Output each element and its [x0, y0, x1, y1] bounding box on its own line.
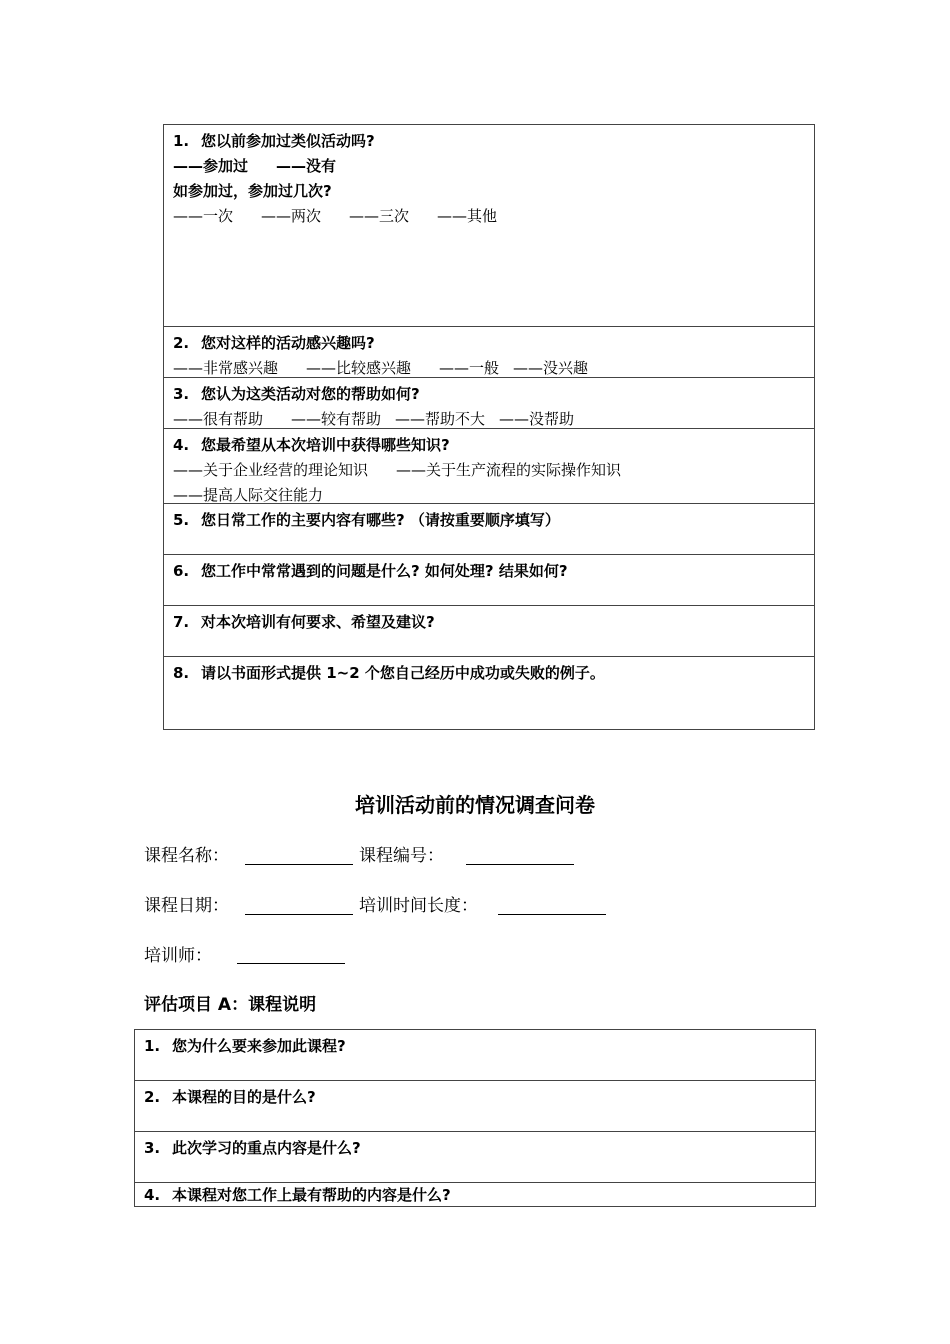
- question-row-3: [164, 378, 814, 429]
- duration-field[interactable]: [498, 914, 606, 915]
- option-twice[interactable]: ——两次: [261, 207, 322, 225]
- section-a-table: [134, 1029, 816, 1207]
- section-a-row-3: [135, 1132, 815, 1183]
- question-row-7: [164, 606, 814, 657]
- option-not-attended[interactable]: ——没有: [276, 157, 337, 175]
- question-row-5: [164, 504, 814, 555]
- question-text: 2. 您对这样的活动感兴趣吗?: [173, 334, 375, 352]
- option-interpersonal-skills[interactable]: ——提高人际交往能力: [173, 486, 324, 504]
- question-row-4: [164, 429, 814, 504]
- option-fairly-helpful[interactable]: ——较有帮助: [291, 410, 382, 428]
- question-row-1: [164, 125, 814, 327]
- course-code-label: 课程编号：: [359, 846, 444, 866]
- question-text: 6. 您工作中常常遇到的问题是什么? 如何处理? 结果如何?: [173, 562, 568, 580]
- course-date-label: 课程日期：: [144, 896, 229, 916]
- option-once[interactable]: ——一次: [173, 207, 234, 225]
- option-other[interactable]: ——其他: [437, 207, 498, 225]
- course-name-field[interactable]: [245, 864, 353, 865]
- question-text: 3. 此次学习的重点内容是什么?: [144, 1139, 361, 1157]
- survey-table: [163, 124, 815, 730]
- duration-label: 培训时间长度：: [359, 896, 478, 916]
- question-text: 4. 本课程对您工作上最有帮助的内容是什么?: [144, 1186, 451, 1204]
- option-three-times[interactable]: ——三次: [349, 207, 410, 225]
- question-row-8: [164, 657, 814, 729]
- question-text: 2. 本课程的目的是什么?: [144, 1088, 316, 1106]
- option-business-theory[interactable]: ——关于企业经营的理论知识: [173, 461, 369, 479]
- option-group: [173, 204, 805, 229]
- option-group: [173, 458, 805, 483]
- question-text: 1. 您以前参加过类似活动吗?: [173, 132, 375, 150]
- option-attended[interactable]: ——参加过: [173, 157, 249, 175]
- option-not-interested[interactable]: ——没兴趣: [513, 359, 589, 377]
- section-a-row-4: [135, 1183, 815, 1206]
- question-text: 4. 您最希望从本次培训中获得哪些知识?: [173, 436, 450, 454]
- question-text: 3. 您认为这类活动对您的帮助如何?: [173, 385, 420, 403]
- section-a-heading: 评估项目 A：课程说明: [144, 995, 317, 1015]
- course-code-field[interactable]: [466, 864, 574, 865]
- question-text: 8. 请以书面形式提供 1~2 个您自己经历中成功或失败的例子。: [173, 664, 605, 682]
- question-text: 7. 对本次培训有何要求、希望及建议?: [173, 613, 435, 631]
- follow-up-question: 如参加过，参加过几次?: [173, 182, 332, 200]
- section-a-row-1: [135, 1030, 815, 1081]
- option-not-helpful[interactable]: ——没帮助: [499, 410, 575, 428]
- course-date-field[interactable]: [245, 914, 353, 915]
- section-a-row-2: [135, 1081, 815, 1132]
- option-not-very-helpful[interactable]: ——帮助不大: [395, 410, 486, 428]
- option-average[interactable]: ——一般: [439, 359, 500, 377]
- trainer-field[interactable]: [237, 963, 345, 964]
- option-fairly-interested[interactable]: ——比较感兴趣: [306, 359, 412, 377]
- course-name-label: 课程名称：: [144, 846, 229, 866]
- option-production-practice[interactable]: ——关于生产流程的实际操作知识: [396, 461, 622, 479]
- question-text: 1. 您为什么要来参加此课程?: [144, 1037, 346, 1055]
- option-very-helpful[interactable]: ——很有帮助: [173, 410, 264, 428]
- form-title: 培训活动前的情况调查问卷: [355, 793, 595, 817]
- question-row-2: [164, 327, 814, 378]
- trainer-label: 培训师：: [144, 946, 212, 966]
- option-group: [173, 154, 805, 179]
- option-very-interested[interactable]: ——非常感兴趣: [173, 359, 279, 377]
- question-row-6: [164, 555, 814, 606]
- question-text: 5. 您日常工作的主要内容有哪些? （请按重要顺序填写）: [173, 511, 560, 529]
